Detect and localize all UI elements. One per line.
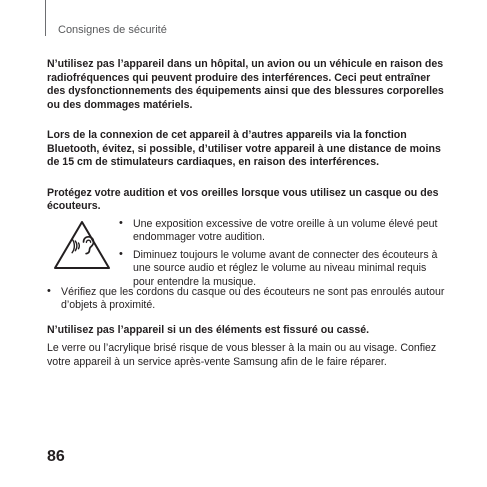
hearing-warning-list (119, 218, 445, 290)
paragraph-hearing-warning: Protégez votre audition et vos oreilles lorsque vous utilisez un casque ou des écouteurs. (47, 186, 439, 212)
paragraph-cracked-device: Le verre ou l’acrylique brisé risque de vous blesser à la main ou au visage. Confiez votre appareil à un service après-vente Samsung afin de le faire réparer. (47, 342, 437, 368)
section-title: Consignes de sécurité (58, 24, 167, 36)
hearing-warning-block (47, 218, 445, 286)
hearing-warning-icon (53, 220, 111, 270)
section-heading-cracked-device: N’utilisez pas l’appareil si un des éléments est fissuré ou cassé. (47, 323, 370, 336)
page-number: 86 (47, 448, 65, 465)
paragraph-bluetooth-warning: Lors de la connexion de cet appareil à d’autres appareils via la fonction Bluetooth, évitez, si possible, d’utiliser votre appareil à une distance de moins de 15 cm de stimulateurs cardiaques, en raison des interférences. (47, 129, 441, 168)
list-item: • Vérifiez que les cordons du casque ou des écouteurs ne sont pas enroulés autour d’objets à proximité. (47, 286, 445, 313)
list-item: • Une exposition excessive de votre oreille à un volume élevé peut endommager votre audition. (119, 218, 445, 245)
header-divider (45, 0, 46, 36)
page-content (47, 58, 445, 369)
list-item: • Diminuez toujours le volume avant de connecter des écouteurs à une source audio et réglez le volume au niveau minimal requis pour entendre la musique. (119, 249, 445, 290)
paragraph-hospital-warning: N’utilisez pas l’appareil dans un hôpital, un avion ou un véhicule en raison des radiofréquences qui peuvent produire des interférences. Ceci peut entraîner des dysfonctionnements des équipements ainsi que des blessures corporelles ou des dommages matériels. (47, 58, 444, 111)
